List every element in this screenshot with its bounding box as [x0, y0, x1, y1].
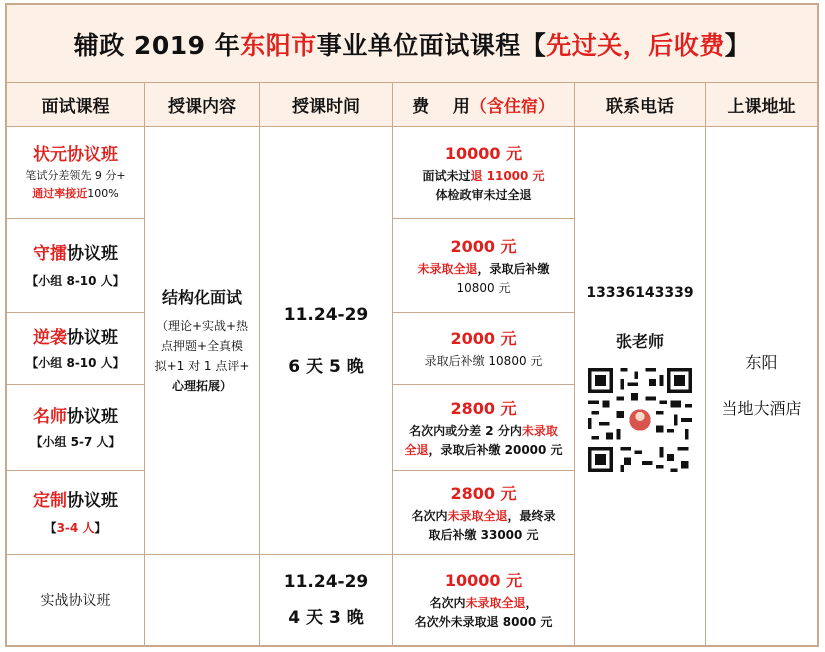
header-address: 上课地址 — [706, 83, 817, 127]
time-cell-1: 11.24-29 6 天 5 晚 — [260, 127, 393, 555]
contact-cell — [575, 127, 706, 645]
course-table — [5, 3, 819, 647]
content-cell-empty — [145, 555, 260, 645]
course-dingzhi: 定制协议班 【3-4 人】 — [7, 471, 145, 555]
qr-code-icon — [588, 368, 692, 472]
teacher-name: 张老师 — [615, 332, 664, 351]
address-cell: 东阳 当地大酒店 — [721, 353, 802, 418]
header-contact: 联系电话 — [575, 83, 706, 127]
header-time: 授课时间 — [260, 83, 393, 127]
header-course: 面试课程 — [7, 83, 145, 127]
course-nixi: 逆袭协议班 【小组 8-10 人】 — [7, 313, 145, 385]
fee-cell-1: 10000 元 面试未过退 11000 元 体检政审未过全退 — [393, 127, 575, 219]
course-mingshi: 名师协议班 【小组 5-7 人】 — [7, 385, 145, 471]
course-shizhan: 实战协议班 — [7, 555, 145, 645]
phone-number: 13336143339 — [586, 285, 694, 301]
time-cell-2: 11.24-29 4 天 3 晚 — [260, 555, 393, 645]
table-title: 辅政 2019 年 东阳市 事业单位面试课程【 先过关，后收费 】 — [7, 5, 817, 83]
content-cell: 结构化面试 （理论+实战+热 点押题+全真模 拟+1 对 1 点评+ 心理拓展） — [145, 127, 260, 555]
fee-cell-5: 2800 元 名次内未录取全退，最终录 取后补缴 33000 元 — [393, 471, 575, 555]
header-content: 授课内容 — [145, 83, 260, 127]
course-zhuangyuan: 状元协议班 笔试分差领先 9 分+ 通过率接近100% — [7, 127, 145, 219]
course-shoulei: 守擂协议班 【小组 8-10 人】 — [7, 219, 145, 313]
fee-cell-2: 2000 元 未录取全退，录取后补缴 10800 元 — [393, 219, 575, 313]
header-fee: 费 用 （含住宿） — [393, 83, 575, 127]
fee-cell-4: 2800 元 名次内或分差 2 分内未录取 全退，录取后补缴 20000 元 — [393, 385, 575, 471]
fee-cell-6: 10000 元 名次内未录取全退， 名次外未录取退 8000 元 — [393, 555, 575, 645]
fee-cell-3: 2000 元 录取后补缴 10800 元 — [393, 313, 575, 385]
